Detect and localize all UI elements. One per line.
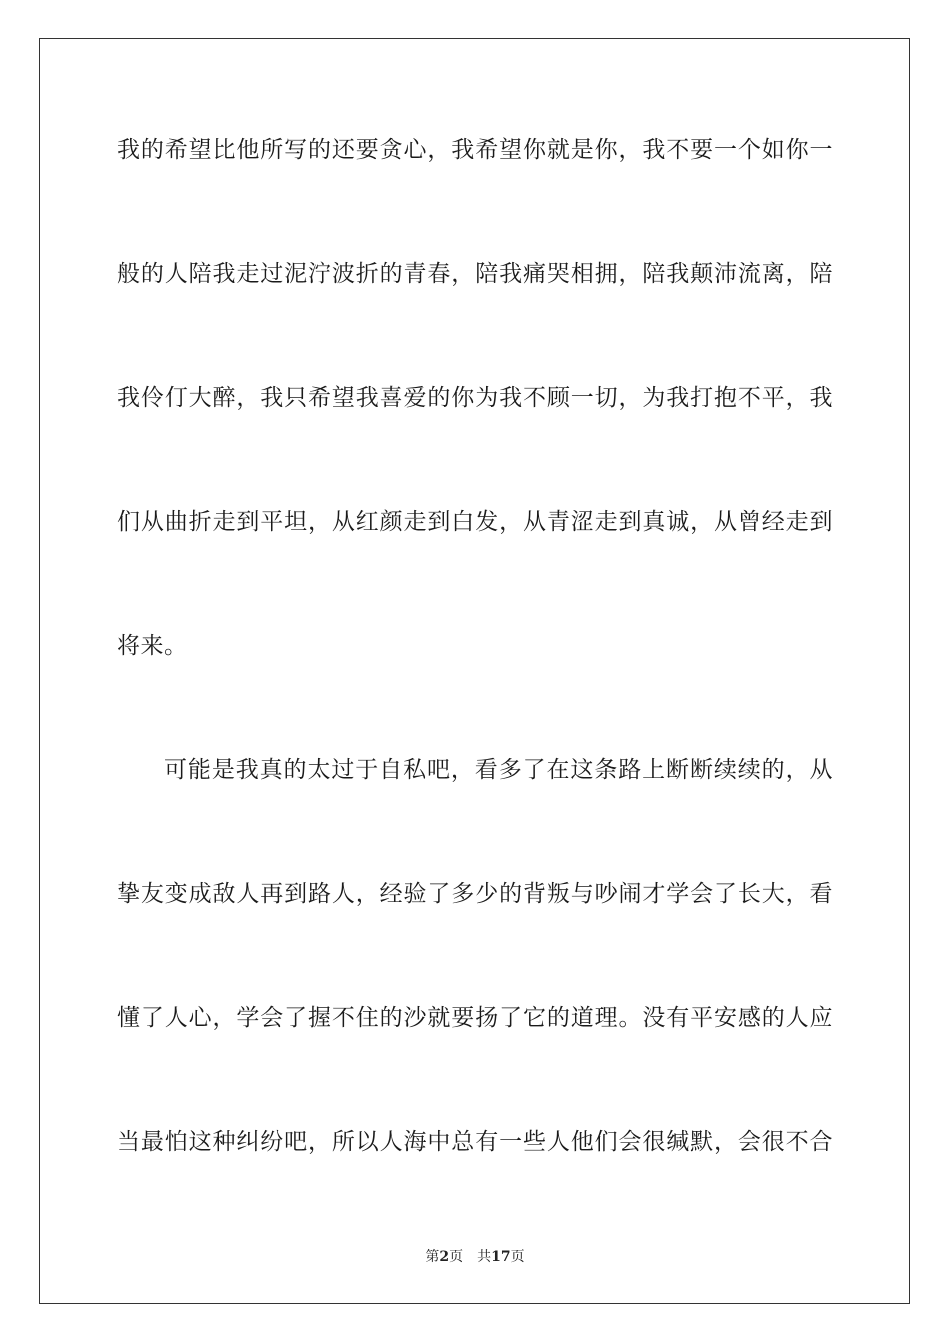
paragraph-line-2: 般的人陪我走过泥泞波折的青春，陪我痛哭相拥，陪我颠沛流离，陪 [117, 261, 833, 287]
page-suffix: 页 [449, 1249, 464, 1265]
paragraph-line-8: 懂了人心，学会了握不住的沙就要扬了它的道理。没有平安感的人应 [117, 1005, 833, 1031]
total-pages: 17 [491, 1249, 511, 1265]
paragraph-line-7: 挚友变成敌人再到路人，经验了多少的背叛与吵闹才学会了长大，看 [117, 881, 833, 907]
total-suffix: 页 [510, 1249, 525, 1265]
page-border [39, 38, 910, 1304]
paragraph-line-5: 将来。 [117, 633, 188, 659]
page-footer [0, 1248, 950, 1266]
page-prefix: 第 [425, 1249, 440, 1265]
paragraph-line-6: 可能是我真的太过于自私吧，看多了在这条路上断断续续的，从 [164, 757, 833, 783]
paragraph-line-1: 我的希望比他所写的还要贪心，我希望你就是你，我不要一个如你一 [117, 137, 833, 163]
page-number: 2 [439, 1249, 450, 1265]
paragraph-line-4: 们从曲折走到平坦，从红颜走到白发，从青涩走到真诚，从曾经走到 [117, 509, 833, 535]
paragraph-line-9: 当最怕这种纠纷吧，所以人海中总有一些人他们会很缄默，会很不合 [117, 1129, 833, 1155]
total-prefix: 共 [477, 1249, 492, 1265]
paragraph-line-3: 我伶仃大醉，我只希望我喜爱的你为我不顾一切，为我打抱不平，我 [117, 385, 833, 411]
